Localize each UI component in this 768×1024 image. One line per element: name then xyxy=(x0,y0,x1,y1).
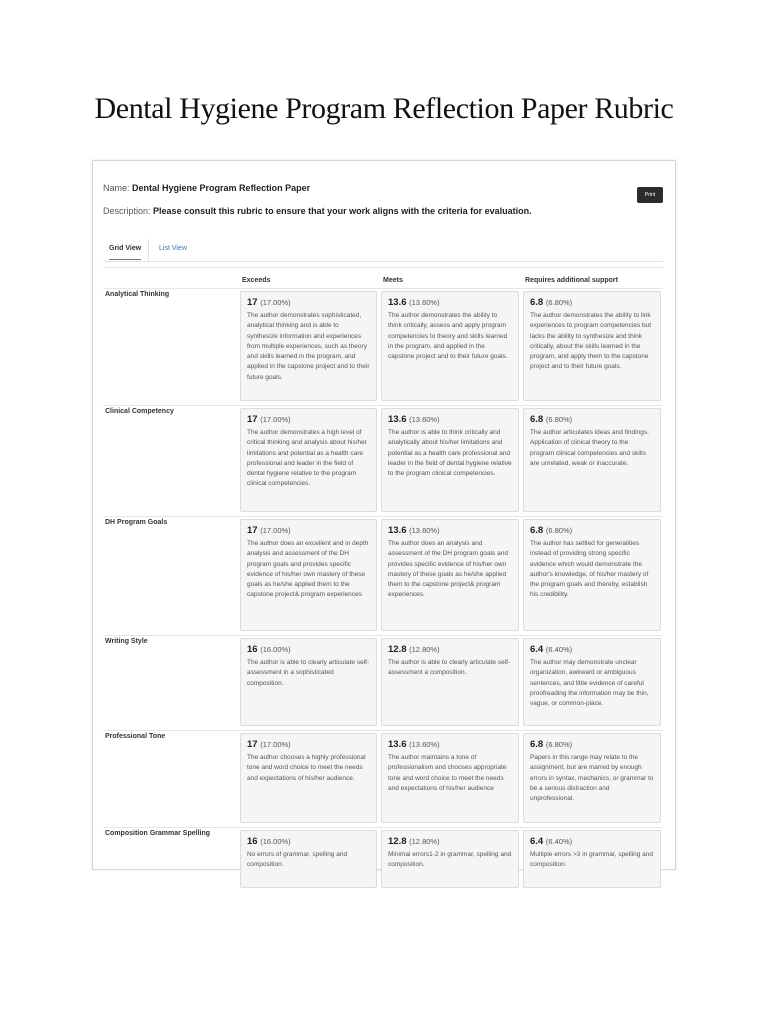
rubric-cell-td xyxy=(379,828,521,893)
rubric-row xyxy=(103,731,663,828)
rubric-cell-td xyxy=(238,289,379,406)
score-line xyxy=(388,739,512,750)
tab-grid-view[interactable]: Grid View xyxy=(109,245,142,252)
rubric-cell[interactable] xyxy=(523,733,661,823)
rubric-cell-td xyxy=(238,517,379,636)
score-value: 17 xyxy=(247,414,258,425)
score-value: 12.8 xyxy=(388,836,407,847)
rubric-cell[interactable] xyxy=(523,408,661,512)
score-percent: (6.40%) xyxy=(545,645,573,654)
rubric-row xyxy=(103,828,663,893)
score-line xyxy=(247,414,370,425)
score-line xyxy=(388,414,512,425)
level-description: The author is able to think critically and analytically about his/her limitations and potential as a health care professional and leader in the field of dental hygiene relative to the program clinical competencies. xyxy=(388,429,512,478)
rubric-cell[interactable] xyxy=(240,519,377,631)
description-label: Description: xyxy=(103,206,151,216)
score-percent: (17.00%) xyxy=(260,526,291,535)
level-description: The author is able to clearly articulate self-assessment a composition. xyxy=(388,659,511,677)
rubric-cell-td xyxy=(521,406,663,517)
score-line xyxy=(388,836,512,847)
rubric-cell-td xyxy=(238,636,379,731)
rubric-row xyxy=(103,636,663,731)
tab-divider xyxy=(148,239,149,261)
score-value: 12.8 xyxy=(388,644,407,655)
score-value: 17 xyxy=(247,525,258,536)
rubric-cell[interactable] xyxy=(523,830,661,888)
rubric-cell[interactable] xyxy=(240,830,377,888)
rubric-cell[interactable] xyxy=(523,519,661,631)
rubric-cell[interactable] xyxy=(240,408,377,512)
score-percent: (17.00%) xyxy=(260,740,291,749)
column-header-requires-support: Requires additional support xyxy=(521,268,663,289)
level-description: Minimal errors1-2 in grammar, spelling and composition. xyxy=(388,851,512,869)
level-description: The author maintains a tone of professionalism and chooses appropriate tone and word choice to meet the needs and expectations of his/her audience xyxy=(388,754,507,792)
level-description: The author demonstrates sophisticated, analytical thinking and is able to synthesize information and experiences from multiple experiences, such as theory and skills learned in the program, and applied in the capstone project and to their future goals. xyxy=(247,312,370,381)
rubric-cell-td xyxy=(521,517,663,636)
print-button[interactable]: Print xyxy=(637,187,663,203)
rubric-cell[interactable] xyxy=(523,638,661,726)
score-line xyxy=(530,644,654,655)
score-line xyxy=(388,525,512,536)
score-line xyxy=(247,525,370,536)
score-percent: (16.00%) xyxy=(260,645,291,654)
criterion-header xyxy=(103,268,238,289)
score-line xyxy=(247,739,370,750)
score-line xyxy=(530,414,654,425)
score-value: 17 xyxy=(247,739,258,750)
score-value: 6.8 xyxy=(530,739,544,750)
score-percent: (16.00%) xyxy=(260,837,291,846)
level-description: The author demonstrates a high level of critical thinking and analysis about his/her limitations and potential as a health care professional and leader in the field of dental hygiene relative to the program clinical competencies. xyxy=(247,429,367,488)
score-value: 6.8 xyxy=(530,414,544,425)
rubric-cell-td xyxy=(379,289,521,406)
criterion-label: Analytical Thinking xyxy=(103,289,238,406)
rubric-cell-td xyxy=(238,828,379,893)
name-value: Dental Hygiene Program Reflection Paper xyxy=(132,183,311,193)
rubric-row xyxy=(103,406,663,517)
rubric-name xyxy=(103,183,310,193)
level-description: The author articulates ideas and findings. Application of clinical theory to the program clinical competencies and skills are unrelated, weak or inaccurate. xyxy=(530,429,649,467)
column-header-exceeds: Exceeds xyxy=(238,268,379,289)
description-value: Please consult this rubric to ensure that your work aligns with the criteria for evaluation. xyxy=(153,206,532,216)
score-line xyxy=(247,297,370,308)
score-line xyxy=(530,525,654,536)
rubric-cell-td xyxy=(238,731,379,828)
level-description: The author does an analysis and assessment of the DH program goals and provides specific evidence of his/her own mastery of these goals as he/she applied them to the capstone project& program experiences. xyxy=(388,540,508,599)
rubric-table xyxy=(103,267,663,892)
rubric-cell-td xyxy=(238,406,379,517)
rubric-header-row xyxy=(103,268,663,289)
column-header-meets: Meets xyxy=(379,268,521,289)
criterion-label: Professional Tone xyxy=(103,731,238,828)
level-description: The author has settled for generalities instead of providing strong specific evidence which would demonstrate the author's knowledge, of his/her mastery of the program goals and thereby, establish his credibility. xyxy=(530,540,649,599)
rubric-cell-td xyxy=(379,636,521,731)
page-title: Dental Hygiene Program Reflection Paper Rubric xyxy=(94,92,674,125)
score-line xyxy=(388,297,512,308)
score-value: 6.4 xyxy=(530,644,544,655)
rubric-panel xyxy=(92,160,676,870)
score-line xyxy=(247,644,370,655)
rubric-cell-td xyxy=(521,289,663,406)
rubric-row xyxy=(103,517,663,636)
score-value: 6.8 xyxy=(530,297,544,308)
score-value: 6.8 xyxy=(530,525,544,536)
criterion-label: Clinical Competency xyxy=(103,406,238,517)
score-percent: (6.80%) xyxy=(545,415,573,424)
level-description: The author is able to clearly articulate self-assessment in a sophisticated composition. xyxy=(247,659,370,687)
level-description: No errors of grammar, spelling and composition. xyxy=(247,851,348,869)
rubric-row xyxy=(103,289,663,406)
score-percent: (6.80%) xyxy=(545,526,573,535)
rubric-cell[interactable] xyxy=(523,291,661,401)
rubric-cell[interactable] xyxy=(381,638,519,726)
score-line xyxy=(530,297,654,308)
score-line xyxy=(530,836,654,847)
rubric-cell[interactable] xyxy=(381,291,519,401)
score-value: 13.6 xyxy=(388,297,407,308)
rubric-cell[interactable] xyxy=(381,733,519,823)
criterion-label: Writing Style xyxy=(103,636,238,731)
score-percent: (17.00%) xyxy=(260,298,291,307)
rubric-cell-td xyxy=(521,636,663,731)
score-percent: (12.80%) xyxy=(409,645,440,654)
rubric-cell[interactable] xyxy=(240,638,377,726)
rubric-description xyxy=(103,206,532,216)
rubric-cell-td xyxy=(379,406,521,517)
score-line xyxy=(530,739,654,750)
criterion-label: Composition Grammar Spelling xyxy=(103,828,238,893)
score-percent: (13.60%) xyxy=(409,740,440,749)
name-label: Name: xyxy=(103,183,130,193)
level-description: The author does an excellent and in depth analysis and assessment of the DH program goals and provides specific evidence of his/her own mastery of these goals as he/she applied them to the capstone project& program experiences xyxy=(247,540,369,599)
score-value: 13.6 xyxy=(388,739,407,750)
score-value: 13.6 xyxy=(388,414,407,425)
score-percent: (6.80%) xyxy=(545,740,573,749)
rubric-cell[interactable] xyxy=(240,733,377,823)
rubric-cell-td xyxy=(379,517,521,636)
rubric-cell-td xyxy=(521,731,663,828)
level-description: The author may demonstrate unclear organization, awkward or ambiguous sentences, and little evidence of careful proofreading the information may be thin, vague, or common-place. xyxy=(530,659,649,708)
score-value: 16 xyxy=(247,644,258,655)
criterion-label: DH Program Goals xyxy=(103,517,238,636)
score-value: 13.6 xyxy=(388,525,407,536)
score-value: 16 xyxy=(247,836,258,847)
level-description: The author demonstrates the ability to link experiences to program competencies but lacks the ability to synthesize and think critically, about the skills learned in the program, and apply them to the capstone project and to their future goals. xyxy=(530,312,652,371)
rubric-cell[interactable] xyxy=(381,519,519,631)
score-percent: (13.60%) xyxy=(409,526,440,535)
score-percent: (6.40%) xyxy=(545,837,573,846)
score-line xyxy=(388,644,512,655)
level-description: The author demonstrates the ability to think critically, assess and apply program competencies to theory and skills learned in the program, and applied in the capstone project and to their future goals. xyxy=(388,312,508,361)
score-percent: (13.60%) xyxy=(409,298,440,307)
level-description: Multiple errors >3 in grammar, spelling and composition. xyxy=(530,851,654,869)
score-line xyxy=(247,836,370,847)
rubric-cell-td xyxy=(521,828,663,893)
level-description: Papers in this range may relate to the assignment, but are marred by enough errors in syntax, mechanics, or grammar to be a serious distraction and unprofessional. xyxy=(530,754,654,803)
tab-list-view[interactable]: List View xyxy=(159,245,187,252)
rubric-cell-td xyxy=(379,731,521,828)
score-percent: (17.00%) xyxy=(260,415,291,424)
score-value: 17 xyxy=(247,297,258,308)
score-value: 6.4 xyxy=(530,836,544,847)
rubric-cell[interactable] xyxy=(381,408,519,512)
rubric-cell[interactable] xyxy=(381,830,519,888)
level-description: The author chooses a highly professional tone and word choice to meet the needs and expectations of his/her audience. xyxy=(247,754,366,782)
rubric-cell[interactable] xyxy=(240,291,377,401)
score-percent: (6.80%) xyxy=(545,298,573,307)
view-tabs xyxy=(103,239,663,262)
score-percent: (12.80%) xyxy=(409,837,440,846)
score-percent: (13.60%) xyxy=(409,415,440,424)
